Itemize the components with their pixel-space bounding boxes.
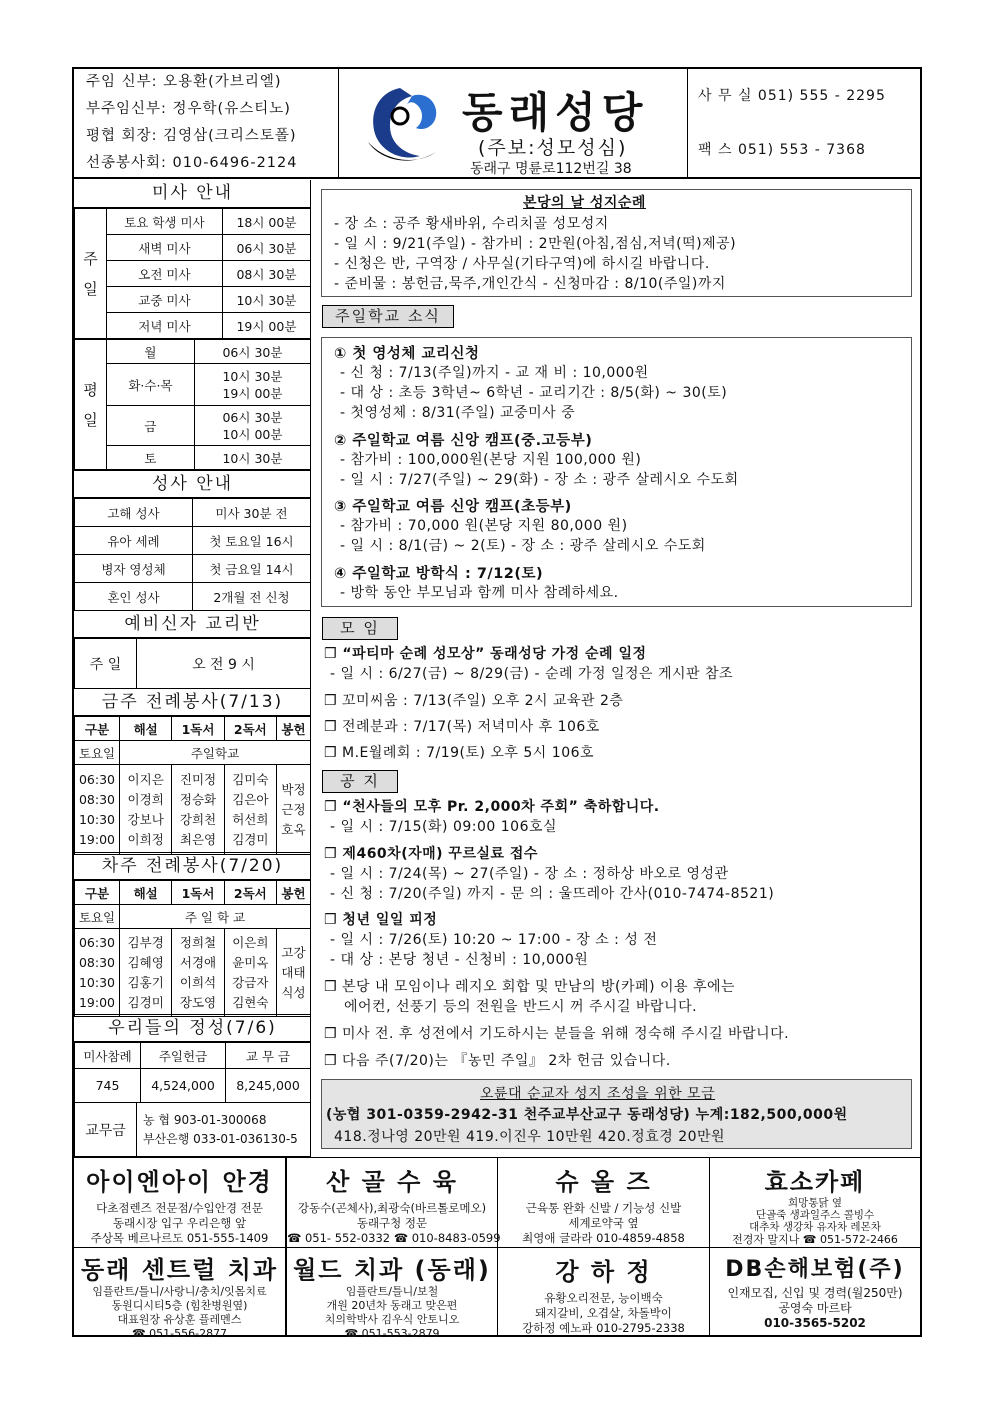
school-item-line: - 대 상 : 초등 3학년~ 6학년 - 교리기간 : 8/5(화) ~ 30(토)	[340, 385, 728, 401]
time: 06:30	[78, 934, 116, 950]
next-week-title: 차주 전례봉사(7/20)	[74, 852, 311, 880]
col-header: 봉헌	[277, 881, 311, 905]
offer-person: 근정	[281, 801, 306, 817]
this-week-title: 금주 전례봉사(7/13)	[74, 688, 311, 716]
col-header: 해설	[120, 717, 172, 741]
pilgrimage-line: - 신청은 반, 구역장 / 사무실(기타구역)에 하시길 바랍니다.	[334, 256, 710, 272]
ad-line: 다초점렌즈 전문점/수입안경 전문	[96, 1201, 263, 1215]
school-item-line: - 참가비 : 70,000 원(본당 지원 80,000 원)	[340, 518, 628, 534]
col-header: 2독서	[224, 717, 276, 741]
ad-line: 최영애 글라라 010-4859-4858	[522, 1231, 685, 1245]
mass-guide-title: 미사 안내	[74, 180, 311, 208]
school-item-line: - 첫영성체 : 8/31(주일) 교중미사 중	[340, 405, 576, 421]
church-subtitle: (주보:성모성심)	[478, 137, 628, 159]
school-item-title: ② 주일학교 여름 신앙 캠프(중.고등부)	[334, 433, 593, 449]
ad-title: 아이엔아이 안경	[86, 1168, 273, 1196]
funeral-service: 선종봉사회: 010-6496-2124	[86, 155, 298, 171]
weekday-time: 10시 30분	[194, 446, 310, 470]
offer-person: 박정	[281, 781, 306, 797]
ad-line: 근육통 완화 신발 / 기능성 신발	[525, 1201, 682, 1215]
meeting-line: ❒ M.E월례회 : 7/19(토) 오후 5시 106호	[324, 745, 595, 761]
school-item-line: - 신 청 : 7/13(주일)까지 - 교 재 비 : 10,000원	[340, 365, 649, 381]
ad-line: 단골죽 생과일주스 콜빙수	[755, 1209, 875, 1221]
person: 김미숙	[232, 771, 269, 787]
time: 10:30	[78, 811, 116, 827]
offer-person: 식성	[281, 984, 306, 1000]
person: 김혜영	[127, 954, 164, 970]
header-divider	[74, 177, 920, 179]
person: 윤미옥	[232, 954, 269, 970]
sacrament-name: 혼인 성사	[75, 583, 193, 611]
notice-line: ❒ 제460차(자매) 꾸르실료 접수	[324, 846, 538, 862]
time: 08:30	[78, 954, 116, 970]
person: 김부경	[127, 934, 164, 950]
sacrament-title: 성사 안내	[74, 470, 311, 498]
notice-line: - 일 시 : 7/26(토) 10:20 ~ 17:00 - 장 소 : 성 전	[330, 932, 658, 948]
school-item-title: ③ 주일학교 여름 신앙 캠프(초등부)	[334, 499, 572, 515]
sunday-school-tag: 주일학교 소식	[322, 305, 454, 328]
person: 김현숙	[232, 994, 269, 1010]
person: 진미정	[179, 771, 217, 787]
mass-name: 토요 학생 미사	[107, 209, 223, 235]
notice-line: ❒ “천사들의 모후 Pr. 2,000차 주회” 축하합니다.	[324, 799, 660, 815]
account-line: 부산은행 033-01-036130-5	[143, 1131, 298, 1146]
church-logo-icon	[360, 80, 452, 170]
ad-line: 임플란트/틀니/보철	[345, 1285, 439, 1298]
weekday-time: 06시 30분	[194, 340, 310, 364]
person: 이은희	[232, 934, 269, 950]
next-week-table	[74, 880, 311, 1017]
notice-line: 에어컨, 선풍기 등의 전원을 반드시 꺼 주시길 바랍니다.	[344, 999, 698, 1015]
sat-label: 토요일	[75, 741, 120, 765]
sacrament-name: 유아 세례	[75, 527, 193, 555]
attendance: 745	[75, 1069, 141, 1103]
church-name: 동래성당	[462, 88, 649, 137]
person: 최은영	[179, 831, 217, 847]
account-table	[74, 1102, 311, 1157]
sunday-mass-table	[74, 208, 311, 339]
catechumen-time: 오 전 9 시	[137, 639, 311, 689]
offering-title: 우리들의 정성(7/6)	[74, 1014, 311, 1042]
ad-line: 동래시장 입구 우리은행 앞	[112, 1216, 247, 1230]
pilgrimage-line: - 장 소 : 공주 황새바위, 수리치골 성모성지	[334, 216, 609, 232]
mass-name: 저녁 미사	[107, 313, 223, 339]
weekday-label-2: 일	[83, 410, 98, 429]
person: 강금자	[232, 974, 269, 990]
ad-title: 강 하 정	[555, 1258, 652, 1286]
school-item-line: - 방학 동안 부모님과 함께 미사 참례하세요.	[340, 585, 619, 601]
meeting-line: - 일 시 : 6/27(금) ~ 8/29(금) - 순례 가정 일정은 게시판 참조	[330, 666, 734, 682]
ad-line: 동래구청 정문	[356, 1216, 428, 1230]
office-contact	[687, 69, 920, 177]
person: 장도영	[179, 994, 217, 1010]
person: 김은아	[232, 791, 269, 807]
sacrament-name: 병자 영성체	[75, 555, 193, 583]
time: 06:30	[78, 771, 116, 787]
weekday-time: 10시 00분	[222, 426, 283, 442]
ad-eye-glasses	[74, 1157, 286, 1247]
offer-person: 고강	[281, 944, 306, 960]
offer-person: 대태	[281, 964, 306, 980]
account-line: 농 협 903-01-300068	[143, 1112, 267, 1127]
col-header: 봉헌	[277, 717, 311, 741]
notice-line: ❒ 다음 주(7/20)는 『농민 주일』 2차 헌금 있습니다.	[324, 1053, 671, 1069]
school-item-line: - 일 시 : 8/1(금) ~ 2(토) - 장 소 : 광주 살레시오 수도회	[340, 538, 706, 554]
mass-time: 18시 00분	[222, 209, 310, 235]
ad-line: 강동수(곤체사),최광숙(바르톨로메오)	[297, 1201, 487, 1215]
ad-line: 임플란트/틀니/사랑니/충치/잇몸치료	[92, 1285, 267, 1298]
account-label: 교무금	[75, 1103, 137, 1157]
mass-time: 10시 30분	[222, 287, 310, 313]
ad-line: 대표원장 유상훈 플레멘스	[117, 1313, 242, 1326]
time: 08:30	[78, 791, 116, 807]
sat-label: 토요일	[75, 905, 120, 929]
weekday-time: 19시 00분	[222, 385, 283, 401]
ad-title: 산 골 수 육	[326, 1168, 458, 1196]
pilgrimage-line: - 준비물 : 봉헌금,묵주,개인간식 - 신청마감 : 8/10(주일)까지	[334, 276, 726, 292]
mass-time: 19시 00분	[222, 313, 310, 339]
person: 김경미	[232, 831, 269, 847]
notice-line: ❒ 본당 내 모임이나 레지오 회합 및 만남의 방(카페) 이용 후에는	[324, 979, 736, 995]
ad-line: 대추차 생강차 유자차 레몬차	[749, 1221, 881, 1233]
weekday-name: 금	[107, 406, 195, 446]
sat-value: 주 일 학 교	[120, 905, 311, 929]
person: 강희천	[179, 811, 217, 827]
weekday-name: 화·수·목	[107, 364, 195, 406]
sunday-offering: 4,524,000	[141, 1069, 226, 1103]
person: 정승화	[179, 791, 217, 807]
ad-line: 돼지갈비, 오겹살, 차돌박이	[535, 1306, 672, 1320]
school-item-title: ④ 주일학교 방학식 : 7/12(토)	[334, 566, 544, 582]
ad-shoes	[498, 1157, 710, 1247]
assistant-pastor: 부주임신부: 정우학(유스티노)	[86, 101, 291, 117]
school-item-title: ① 첫 영성체 교리신청	[334, 346, 480, 362]
time: 19:00	[78, 831, 116, 847]
person: 이경희	[127, 791, 164, 807]
sacrament-time: 첫 금요일 14시	[193, 555, 311, 583]
mass-name: 오전 미사	[107, 261, 223, 287]
ad-line: 개원 20년차 동래고 맞은편	[326, 1299, 458, 1312]
col-header: 주일헌금	[141, 1043, 226, 1069]
person: 정희철	[179, 934, 217, 950]
notice-line: ❒ 미사 전. 후 성전에서 기도하시는 분들을 위해 정숙해 주시길 바랍니다.	[324, 1026, 790, 1042]
ad-title: 효소카페	[764, 1168, 866, 1196]
ad-line: 전경자 말지나 ☎ 051-572-2466	[732, 1233, 898, 1246]
ad-title: 슈 올 즈	[555, 1168, 652, 1196]
person: 이희석	[179, 974, 217, 990]
ad-line: 010-3565-5202	[764, 1316, 866, 1330]
notice-line: - 대 상 : 본당 청년 - 신청비 : 10,000원	[330, 952, 589, 968]
ad-title: 동래 센트럴 치과	[81, 1256, 278, 1284]
meeting-line: ❒ 꼬미씨움 : 7/13(주일) 오후 2시 교육관 2층	[324, 693, 624, 709]
school-item-line: - 일 시 : 7/27(주일) ~ 29(화) - 장 소 : 광주 살레시오 수도회	[340, 472, 739, 488]
ad-line: 주상목 베르나르도 051-555-1409	[90, 1231, 269, 1245]
mass-name: 교중 미사	[107, 287, 223, 313]
fund-title: 오륜대 순교자 성지 조성을 위한 모금	[480, 1086, 716, 1102]
ad-db-insurance	[710, 1247, 920, 1335]
offer-person: 호옥	[281, 821, 306, 837]
ad-title: 월드 치과 (동래)	[293, 1256, 491, 1284]
church-address: 동래구 명륜로112번길 38	[470, 161, 632, 177]
mass-time: 06시 30분	[222, 235, 310, 261]
sunday-label-2: 일	[83, 279, 98, 298]
weekday-mass-table	[74, 339, 311, 470]
sacrament-table	[74, 498, 311, 611]
col-header: 1독서	[172, 717, 224, 741]
school-item-line: - 참가비 : 100,000원(본당 지원 100,000 원)	[340, 452, 642, 468]
catechumen-title: 예비신자 교리반	[74, 610, 311, 638]
ad-line: 세계로약국 옆	[568, 1216, 639, 1230]
sacrament-name: 고해 성사	[75, 499, 193, 527]
ad-line: 동원디시티5층 (힘찬병원옆)	[111, 1299, 248, 1312]
ad-world-dental	[286, 1247, 498, 1340]
ad-cafe	[710, 1157, 920, 1247]
sacrament-time: 2개월 전 신청	[193, 583, 311, 611]
time: 19:00	[78, 994, 116, 1010]
catechumen-day: 주 일	[75, 639, 137, 689]
office-fax: 팩 스 051) 553 - 7368	[698, 142, 866, 158]
ad-kanghajung	[498, 1247, 710, 1335]
mass-name: 새벽 미사	[107, 235, 223, 261]
sunday-label-1: 주	[83, 249, 98, 268]
ad-line: ☎ 051-553-2879	[344, 1327, 440, 1340]
sacrament-time: 미사 30분 전	[193, 499, 311, 527]
col-header: 2독서	[224, 881, 276, 905]
col-header: 교 무 금	[226, 1043, 311, 1069]
ad-sangol-suyuk	[286, 1157, 501, 1247]
notice-line: ❒ 청년 일일 피정	[324, 912, 438, 928]
weekday-name: 월	[107, 340, 195, 364]
tithe: 8,245,000	[226, 1069, 311, 1103]
ad-line: 강하정 예노파 010-2795-2338	[522, 1321, 685, 1335]
offering-table	[74, 1042, 311, 1103]
council-president: 평협 회장: 김영삼(크리스토폴)	[86, 128, 297, 144]
clergy-info	[74, 69, 339, 177]
person: 김경미	[127, 994, 164, 1010]
person: 허선희	[232, 811, 269, 827]
person: 이지은	[127, 771, 164, 787]
person: 이희정	[127, 831, 164, 847]
sat-value: 주일학교	[120, 741, 311, 765]
time: 10:30	[78, 974, 116, 990]
sacrament-time: 첫 토요일 16시	[193, 527, 311, 555]
pilgrimage-title: 본당의 날 성지순례	[523, 195, 646, 211]
meeting-tag: 모 임	[322, 617, 398, 640]
office-phone: 사 무 실 051) 555 - 2295	[698, 88, 886, 104]
col-header: 1독서	[172, 881, 224, 905]
ad-line: 유황오리전문, 능이백숙	[544, 1291, 663, 1305]
fund-account: (농협 301-0359-2942-31 천주교부산교구 동래성당) 누계:182,500,000원	[326, 1107, 848, 1123]
weekday-name: 토	[107, 446, 195, 470]
ad-line: 희망통닭 옆	[787, 1197, 843, 1209]
notice-tag: 공 지	[322, 770, 398, 793]
mass-time: 08시 30분	[222, 261, 310, 287]
weekday-time: 10시 30분	[222, 368, 283, 384]
ad-line: 공영숙 마르타	[778, 1301, 852, 1315]
meeting-line: ❒ 전례분과 : 7/17(목) 저녁미사 후 106호	[324, 719, 600, 735]
ad-line: 치의학박사 김우식 안토니오	[324, 1313, 460, 1326]
fund-donors: 418.정나영 20만원 419.이진우 10만원 420.정효경 20만원	[334, 1129, 726, 1145]
weekday-time: 06시 30분	[222, 409, 283, 425]
ad-line: ☎ 051-556-2877	[131, 1327, 228, 1340]
notice-line: - 일 시 : 7/15(화) 09:00 106호실	[330, 819, 558, 835]
meeting-line: ❒ “파티마 순례 성모상” 동래성당 가정 순례 일정	[324, 646, 647, 662]
this-week-table	[74, 716, 311, 855]
col-header: 구분	[75, 717, 120, 741]
person: 강보나	[127, 811, 164, 827]
ad-line: ☎ 051- 552-0332 ☎ 010-8483-0599	[287, 1231, 501, 1245]
ad-line: 인재모집, 신입 및 경력(월250만)	[727, 1286, 903, 1300]
notice-line: - 신 청 : 7/20(주일) 까지 - 문 의 : 울뜨레아 간사(010-7474-8521)	[330, 886, 775, 902]
pilgrimage-line: - 일 시 : 9/21(주일) - 참가비 : 2만원(아침,점심,저녁(떡)제공)	[334, 236, 737, 252]
person: 서경애	[179, 954, 217, 970]
weekday-label-1: 평	[83, 380, 98, 399]
col-header: 구분	[75, 881, 120, 905]
pastor: 주임 신부: 오용환(가브리엘)	[86, 74, 282, 90]
notice-line: - 일 시 : 7/24(목) ~ 27(주일) - 장 소 : 정하상 바오로 영성관	[330, 866, 729, 882]
col-header: 해설	[120, 881, 172, 905]
col-header: 미사참례	[75, 1043, 141, 1069]
ad-central-dental	[74, 1247, 286, 1340]
person: 김홍기	[127, 974, 164, 990]
ad-title: DB손해보험(주)	[725, 1257, 905, 1282]
catechumen-table	[74, 638, 311, 689]
